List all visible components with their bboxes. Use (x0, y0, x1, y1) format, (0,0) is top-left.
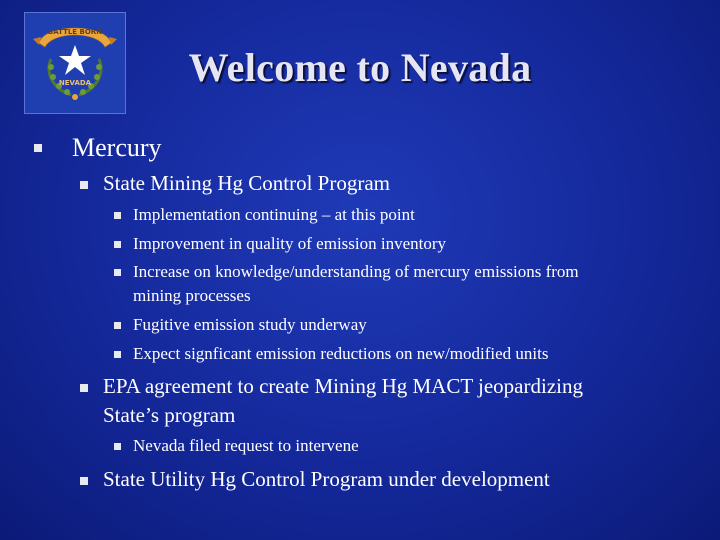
flag-banner-text: BATTLE BORN (47, 28, 103, 36)
bullet-square-icon (114, 241, 121, 248)
bullet-mining-item-continued: mining processes (133, 286, 251, 305)
bullet-mining-item: Fugitive emission study underway (133, 315, 367, 334)
bullet-epa-agreement-continued: State’s program (103, 403, 236, 427)
bullet-square-icon (80, 477, 88, 485)
bullet-epa-item: Nevada filed request to intervene (133, 436, 359, 455)
nevada-flag (24, 12, 126, 114)
bullet-square-icon (114, 322, 121, 329)
bullet-mining-item: Expect signficant emission reductions on new/modified units (133, 344, 549, 363)
bullet-square-icon (114, 212, 121, 219)
bullet-square-icon (114, 351, 121, 358)
bullet-mercury: Mercury (72, 133, 162, 162)
bullet-epa-agreement: EPA agreement to create Mining Hg MACT jeopardizing (103, 374, 583, 398)
bullet-mining-item: Implementation continuing – at this point (133, 205, 415, 224)
bullet-square-icon (80, 181, 88, 189)
bullet-mining-item: Improvement in quality of emission inventory (133, 234, 447, 253)
slide-title: Welcome to Nevada (188, 45, 532, 90)
bullet-state-mining: State Mining Hg Control Program (103, 171, 390, 195)
bullet-square-icon (114, 269, 121, 276)
flag-state-text: NEVADA (58, 79, 92, 87)
bullet-mining-item: Increase on knowledge/understanding of mercury emissions from (133, 262, 579, 281)
bullet-square-icon (34, 144, 42, 152)
bullet-square-icon (80, 384, 88, 392)
bullet-square-icon (114, 443, 121, 450)
bullet-state-utility: State Utility Hg Control Program under development (103, 467, 550, 491)
